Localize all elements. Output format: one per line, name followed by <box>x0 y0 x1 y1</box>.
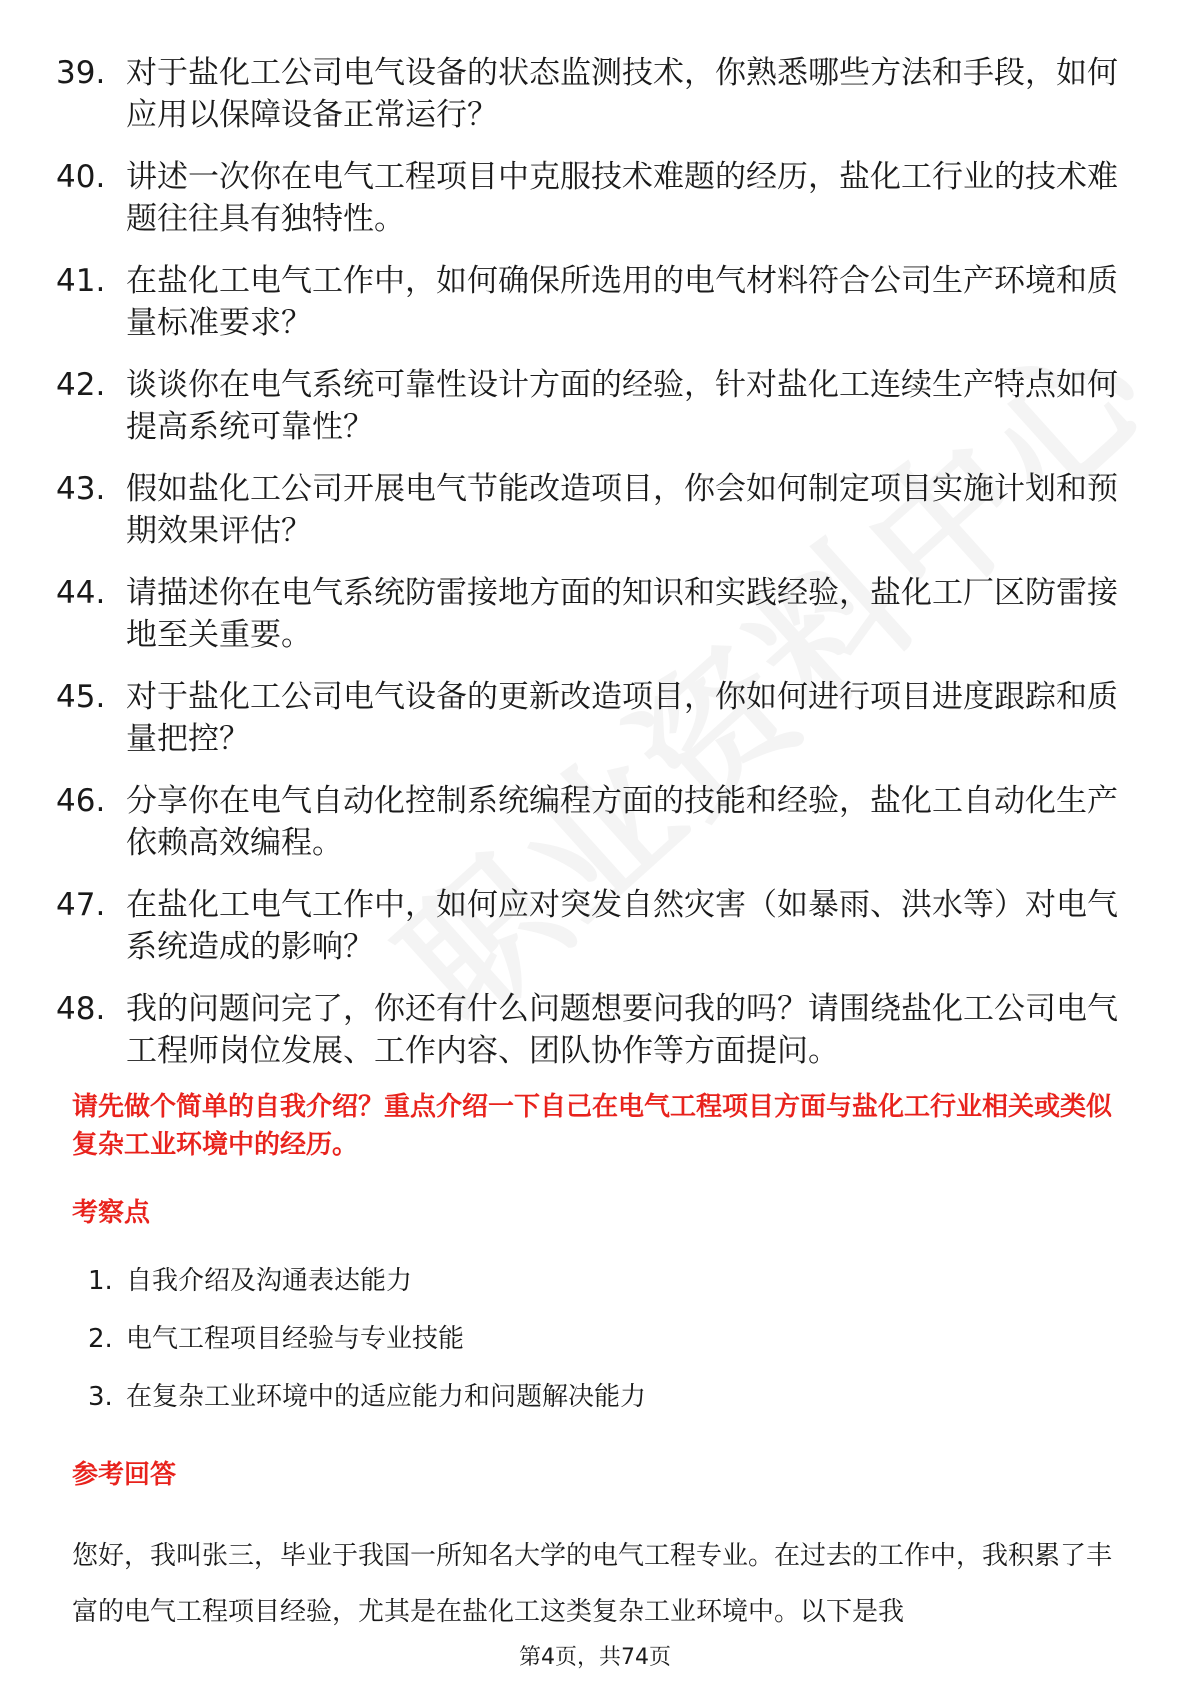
question-number: 44. <box>56 575 106 611</box>
reference-answer-text: 您好，我叫张三，毕业于我国一所知名大学的电气工程专业。在过去的工作中，我积累了丰富的电气工程项目经验，尤其是在盐化工这类复杂工业环境中。以下是我 <box>72 1541 1113 1627</box>
inspection-point <box>88 1378 646 1416</box>
inspection-title: 考察点 <box>72 1198 151 1228</box>
question-text: 在盐化工电气工作中，如何确保所选用的电气材料符合公司生产环境和质量标准要求？ <box>126 263 1118 341</box>
inspection-point-number: 1. <box>88 1266 113 1296</box>
question-number: 43. <box>56 471 106 507</box>
reference-answer-title: 参考回答 <box>72 1460 177 1490</box>
question-text: 请描述你在电气系统防雷接地方面的知识和实践经验，盐化工厂区防雷接地至关重要。 <box>126 575 1118 653</box>
question-item <box>56 884 1136 968</box>
question-number: 41. <box>56 263 106 299</box>
question-text: 对于盐化工公司电气设备的状态监测技术，你熟悉哪些方法和手段，如何应用以保障设备正常运行？ <box>126 55 1118 133</box>
question-item <box>56 364 1136 448</box>
question-item <box>56 676 1136 760</box>
question-item <box>56 260 1136 344</box>
question-list <box>56 52 1136 1092</box>
question-text: 在盐化工电气工作中，如何应对突发自然灾害（如暴雨、洪水等）对电气系统造成的影响？ <box>126 887 1118 965</box>
inspection-point-text: 在复杂工业环境中的适应能力和问题解决能力 <box>126 1382 647 1412</box>
inspection-point-text: 电气工程项目经验与专业技能 <box>126 1324 465 1354</box>
question-item <box>56 468 1136 552</box>
question-number: 42. <box>56 367 106 403</box>
question-text: 对于盐化工公司电气设备的更新改造项目，你如何进行项目进度跟踪和质量把控？ <box>126 679 1118 757</box>
inspection-point-text: 自我介绍及沟通表达能力 <box>126 1266 413 1296</box>
inspection-point-list <box>88 1262 646 1436</box>
question-number: 40. <box>56 159 106 195</box>
question-number: 46. <box>56 783 106 819</box>
question-text: 分享你在电气自动化控制系统编程方面的技能和经验，盐化工自动化生产依赖高效编程。 <box>126 783 1118 861</box>
question-item <box>56 572 1136 656</box>
inspection-point <box>88 1262 646 1300</box>
question-text: 假如盐化工公司开展电气节能改造项目，你会如何制定项目实施计划和预期效果评估？ <box>126 471 1118 549</box>
question-item <box>56 52 1136 136</box>
question-headline: 请先做个简单的自我介绍？重点介绍一下自己在电气工程项目方面与盐化工行业相关或类似复杂工业环境中的经历。 <box>72 1092 1113 1160</box>
page-number-footer: 第4页，共74页 <box>519 1645 671 1670</box>
question-text: 我的问题问完了，你还有什么问题想要问我的吗？请围绕盐化工公司电气工程师岗位发展、工作内容、团队协作等方面提问。 <box>126 991 1118 1069</box>
question-number: 39. <box>56 55 106 91</box>
inspection-point-number: 2. <box>88 1324 113 1354</box>
inspection-point <box>88 1320 646 1358</box>
question-item <box>56 988 1136 1072</box>
question-item <box>56 156 1136 240</box>
question-item <box>56 780 1136 864</box>
question-number: 45. <box>56 679 106 715</box>
inspection-point-number: 3. <box>88 1382 113 1412</box>
question-text: 讲述一次你在电气工程项目中克服技术难题的经历，盐化工行业的技术难题往往具有独特性。 <box>126 159 1118 237</box>
question-text: 谈谈你在电气系统可靠性设计方面的经验，针对盐化工连续生产特点如何提高系统可靠性？ <box>126 367 1118 445</box>
question-number: 47. <box>56 887 106 923</box>
question-number: 48. <box>56 991 106 1027</box>
